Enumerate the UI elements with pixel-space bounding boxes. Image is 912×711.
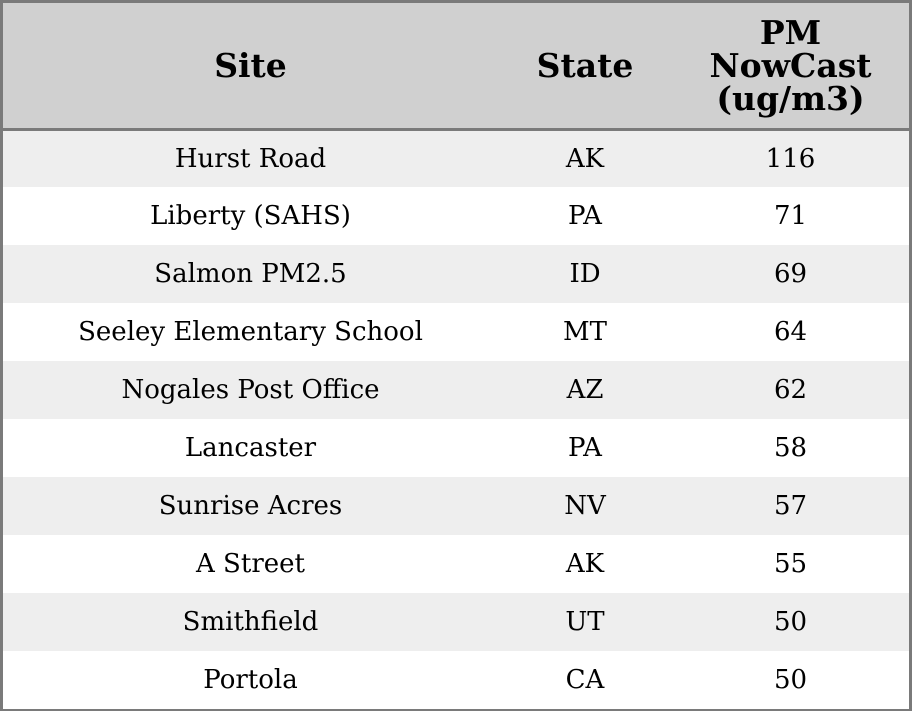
cell-pm: 57 — [773, 491, 808, 521]
table-body — [3, 129, 909, 709]
cell-site: Sunrise Acres — [158, 491, 343, 521]
header-site: Site — [3, 3, 498, 129]
table-header — [3, 3, 909, 129]
table-row — [3, 651, 909, 709]
cell-state: ID — [569, 259, 601, 289]
cell-pm: 58 — [773, 433, 808, 463]
cell-site: Seeley Elementary School — [78, 317, 423, 347]
table-row — [3, 245, 909, 303]
cell-pm: 64 — [773, 317, 808, 347]
cell-state: AK — [565, 143, 605, 174]
cell-site: Liberty (SAHS) — [150, 201, 351, 231]
cell-pm: 116 — [765, 143, 816, 174]
table-row — [3, 419, 909, 477]
pm-nowcast-table — [3, 3, 909, 709]
cell-state: PA — [568, 433, 602, 463]
table-row — [3, 187, 909, 245]
cell-pm: 50 — [773, 607, 808, 637]
cell-site: A Street — [196, 549, 305, 579]
cell-site: Hurst Road — [174, 143, 327, 174]
cell-site: Nogales Post Office — [121, 375, 380, 405]
header-pm-line-1: PM — [759, 12, 822, 52]
cell-state: UT — [565, 607, 605, 637]
header-row — [3, 3, 909, 129]
cell-state: NV — [564, 491, 606, 521]
cell-state: AK — [565, 549, 605, 579]
table-row — [3, 535, 909, 593]
header-state: State — [498, 3, 672, 129]
cell-state: CA — [565, 665, 605, 695]
cell-pm: 69 — [773, 259, 808, 289]
cell-site: Lancaster — [184, 433, 317, 463]
cell-site: Salmon PM2.5 — [154, 259, 347, 289]
table-row — [3, 303, 909, 361]
header-pm-line-3: (ug/m3) — [716, 78, 865, 118]
table-row — [3, 129, 909, 187]
header-pm-line-2: NowCast — [709, 45, 872, 85]
header-pm-nowcast — [672, 3, 909, 129]
cell-pm: 55 — [773, 549, 808, 579]
table-row — [3, 477, 909, 535]
cell-site: Smithfield — [182, 607, 319, 637]
table-row — [3, 361, 909, 419]
cell-pm: 62 — [773, 375, 808, 405]
cell-state: AZ — [566, 375, 604, 405]
cell-pm: 71 — [773, 201, 808, 231]
cell-state: MT — [563, 317, 607, 347]
table-row — [3, 593, 909, 651]
cell-site: Portola — [203, 665, 298, 695]
cell-pm: 50 — [773, 665, 808, 695]
cell-state: PA — [568, 201, 602, 231]
